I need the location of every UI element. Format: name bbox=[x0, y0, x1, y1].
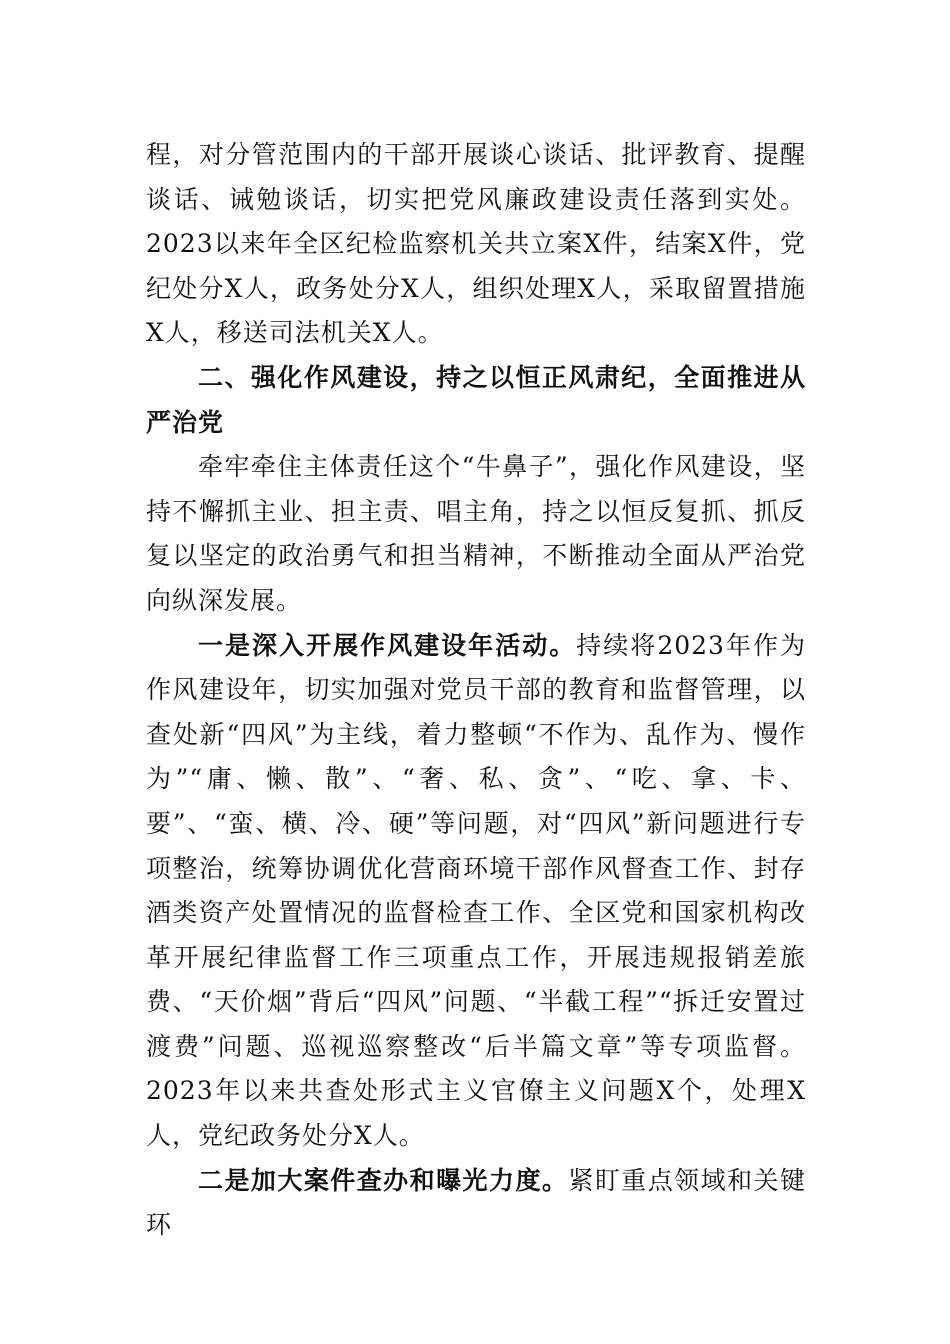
paragraph-body-2: 紧盯重点领域和关键环 bbox=[146, 1165, 806, 1240]
paragraph-lead-2: 二是加大案件查办和曝光力度。 bbox=[198, 1165, 569, 1195]
paragraph-lead-1: 一是深入开展作风建设年活动。 bbox=[198, 630, 577, 660]
paragraph-accountability-stats: 程，对分管范围内的干部开展谈心谈话、批评教育、提醒谈话、诫勉谈话，切实把党风廉政建设责任落到实处。2023以来年全区纪检监察机关共立案X件，结案X件，党纪处分X人，政务处分X人，组织处理X人，采取留置措施X人，移送司法机关X人。 bbox=[146, 140, 806, 348]
paragraph-section-intro: 牵牢牵住主体责任这个“牛鼻子”，强化作风建设，坚持不懈抓主业、担主责、唱主角，持之以恒反复抓、抓反复以坚定的政治勇气和担当精神，不断推动全面从严治党向纵深发展。 bbox=[146, 452, 806, 615]
section-heading-2: 二、强化作风建设，持之以恒正风肃纪，全面推进从严治党 bbox=[146, 362, 806, 437]
paragraph-work-style-year bbox=[146, 624, 806, 1159]
paragraph-case-handling bbox=[146, 1159, 806, 1248]
paragraph-body-1: 持续将2023年作为作风建设年，切实加强对党员干部的教育和监督管理，以查处新“四风”为主线，着力整顿“不作为、乱作为、慢作为”“庸、懒、散”、“奢、私、贪”、“吃、拿、卡、要”、“蛮、横、冷、硬”等问题，对“四风”新问题进行专项整治，统筹协调优化营商环境干部作风督查工作、封存酒类资产处置情况的监督检查工作、全区党和国家机构改革开展纪律监督工作三项重点工作，开展违规报销差旅费、“天价烟”背后“四风”问题、“半截工程”“拆迁安置过渡费”问题、巡视巡察整改“后半篇文章”等专项监督。2023年以来共查处形式主义官僚主义问题X个，处理X人，党纪政务处分X人。 bbox=[146, 630, 806, 1151]
document-page bbox=[146, 133, 806, 1248]
